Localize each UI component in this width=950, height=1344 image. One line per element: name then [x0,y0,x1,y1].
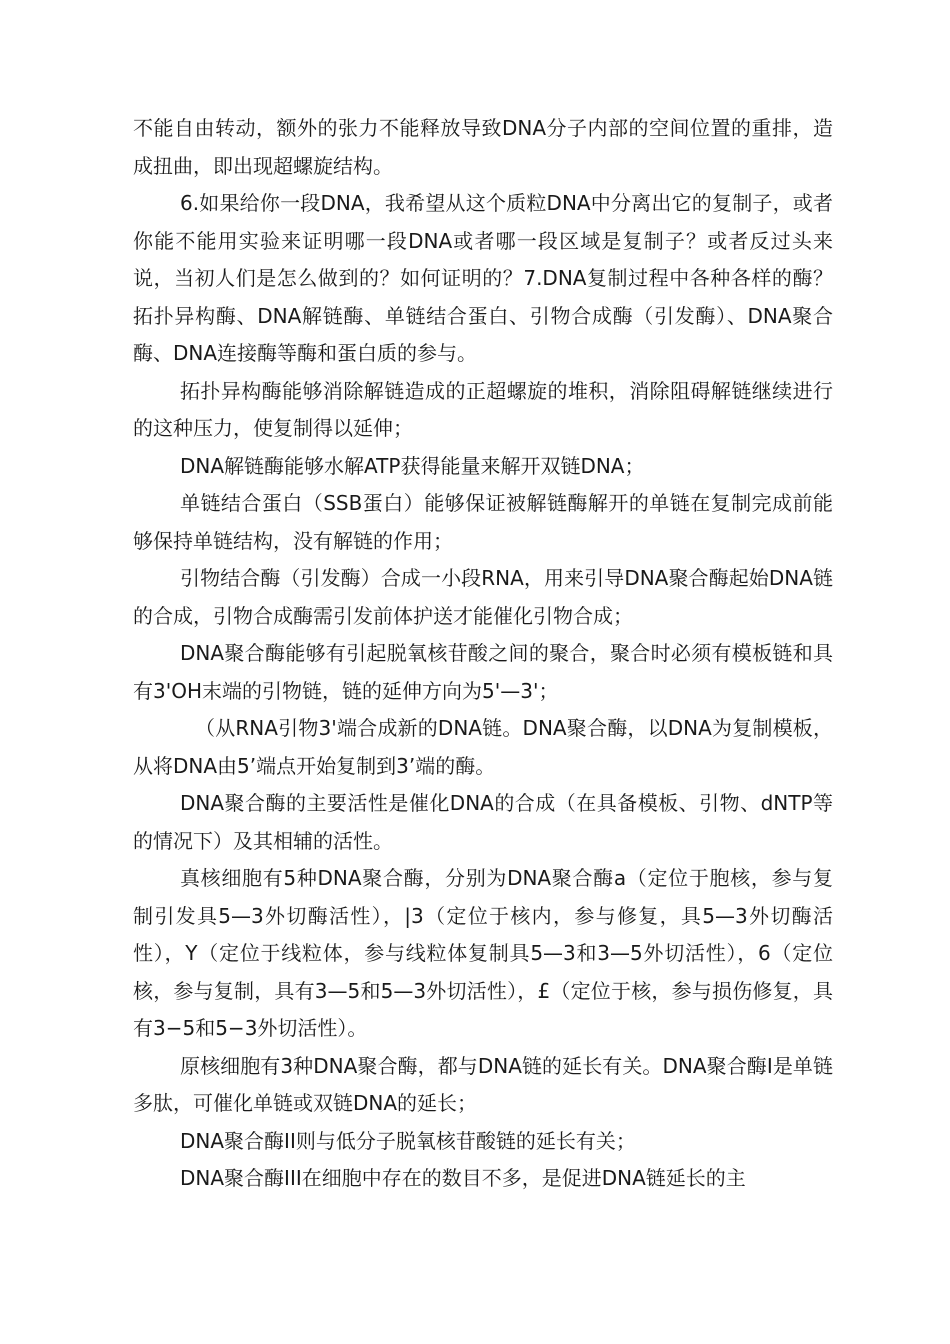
document-body [133,110,833,1198]
paragraph-12: DNA聚合酶II则与低分子脱氧核苷酸链的延长有关； [180,1128,636,1153]
paragraph-2: 6.如果给你一段DNA，我希望从这个质粒DNA中分离出它的复制子，或者你能不能用实验来证明哪一段DNA或者哪一段区域是复制子？或者反过头来说，当初人们是怎么做到的？如何证明的？7.DNA复制过程中各种各样的酶？拓扑异构酶、DNA解链酶、单链结合蛋白、引物合成酶（引发酶）、DNA聚合酶、DNA连接酶等酶和蛋白质的参与。 [133,191,833,365]
paragraph-6: 引物结合酶（引发酶）合成一小段RNA，用来引导DNA聚合酶起始DNA链的合成，引物合成酶需引发前体护送才能催化引物合成； [133,566,833,628]
paragraph-11: 原核细胞有3种DNA聚合酶，都与DNA链的延长有关。DNA聚合酶I是单链多肽，可催化单链或双链DNA的延长； [133,1053,833,1115]
paragraph-3: 拓扑异构酶能够消除解链造成的正超螺旋的堆积，消除阻碍解链继续进行的这种压力，使复制得以延伸； [133,378,833,440]
paragraph-7: DNA聚合酶能够有引起脱氧核苷酸之间的聚合，聚合时必须有模板链和具有3'OH末端的引物链，链的延伸方向为5'—3'； [133,641,833,703]
paragraph-5: 单链结合蛋白（SSB蛋白）能够保证被解链酶解开的单链在复制完成前能够保持单链结构，没有解链的作用； [133,491,833,553]
paragraph-8: （从RNA引物3'端合成新的DNA链。DNA聚合酶，以DNA为复制模板，从将DNA由5’端点开始复制到3’端的酶。 [133,716,833,778]
paragraph-1: 不能自由转动，额外的张力不能释放导致DNA分子内部的空间位置的重排，造成扭曲，即出现超螺旋结构。 [133,116,833,178]
paragraph-4: DNA解链酶能够水解ATP获得能量来解开双链DNA； [180,453,645,478]
paragraph-10: 真核细胞有5种DNA聚合酶，分别为DNA聚合酶a（定位于胞核，参与复制引发具5—3外切酶活性），|3（定位于核内，参与修复，具5—3外切酶活性），Y（定位于线粒体，参与线粒体复制具5—3和3—5外切活性），6（定位核，参与复制，具有3—5和5—3外切活性），£（定位于核，参与损伤修复，具有3−5和5−3外切活性）。 [133,866,833,1040]
paragraph-9: DNA聚合酶的主要活性是催化DNA的合成（在具备模板、引物、dNTP等的情况下）及其相辅的活性。 [133,791,833,853]
paragraph-13: DNA聚合酶III在细胞中存在的数目不多，是促进DNA链延长的主 [180,1166,746,1190]
